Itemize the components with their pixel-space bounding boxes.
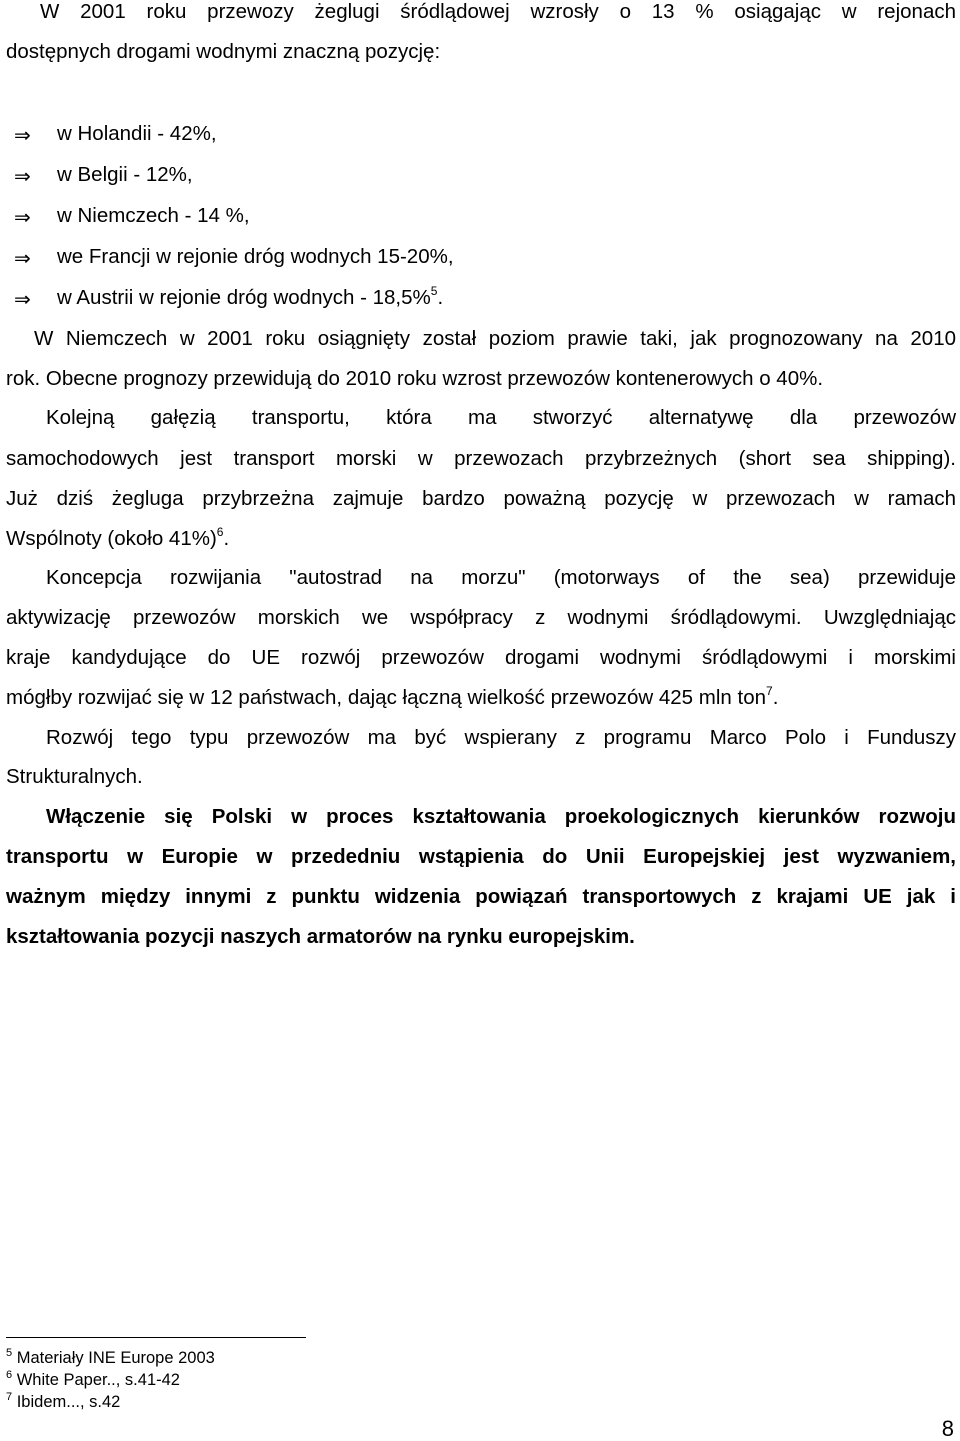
paragraph-6-line-2: transportu w Europie w przededniu wstąpienia do Unii Europejskiej jest wyzwaniem, <box>6 845 956 868</box>
paragraph-4-line-2: aktywizację przewozów morskich we współpracy z wodnymi śródlądowymi. Uwzględniając <box>6 606 956 629</box>
footnote <box>6 1369 180 1389</box>
paragraph-3-line-4-tail: . <box>223 527 230 550</box>
paragraph-3-line-1: Kolejną gałęzią transportu, która ma stworzyć alternatywę dla przewozów <box>46 406 956 429</box>
paragraph-5-line-1: Rozwój tego typu przewozów ma być wspierany z programu Marco Polo i Funduszy <box>46 726 956 749</box>
paragraph-2-line-2: rok. Obecne prognozy przewidują do 2010 roku wzrost przewozów kontenerowych o 40%. <box>6 367 824 390</box>
footnote <box>6 1347 215 1367</box>
footnote-ref: 7 <box>766 684 773 698</box>
paragraph-3-line-4 <box>6 525 230 550</box>
footnote-text: White Paper.., s.41-42 <box>16 1371 180 1389</box>
paragraph-intro-line-2: dostępnych drogami wodnymi znaczną pozycję: <box>6 40 441 63</box>
list-item <box>57 284 444 309</box>
list-item-tail: . <box>437 286 444 309</box>
paragraph-6-line-4: kształtowania pozycji naszych armatorów na rynku europejskim. <box>6 925 635 948</box>
footnote-ref: 6 <box>216 525 224 539</box>
paragraph-3-line-4-text: Wspólnoty (około 41%) <box>6 527 217 550</box>
list-item: w Holandii - 42%, <box>57 122 217 145</box>
paragraph-4-line-4-text: mógłby rozwijać się w 12 państwach, dając łączną wielkość przewozów 425 mln ton <box>6 686 766 709</box>
footnote-text: Materiały INE Europe 2003 <box>16 1349 215 1367</box>
paragraph-6-line-1: Włączenie się Polski w proces kształtowania proekologicznych kierunków rozwoju <box>46 805 956 828</box>
footnote-ref: 5 <box>430 284 438 298</box>
double-arrow-right-icon: ⇒ <box>14 164 31 188</box>
paragraph-intro-line-1: W 2001 roku przewozy żeglugi śródlądowej wzrosły o 13 % osiągając w rejonach <box>40 0 956 23</box>
paragraph-4-line-4-tail: . <box>772 686 779 709</box>
paragraph-4-line-4 <box>6 684 779 709</box>
footnote-text: Ibidem..., s.42 <box>16 1393 121 1411</box>
paragraph-3-line-3: Już dziś żegluga przybrzeżna zajmuje bardzo poważną pozycję w przewozach w ramach <box>6 487 956 510</box>
footnote-number: 7 <box>6 1391 13 1403</box>
paragraph-6-line-3: ważnym między innymi z punktu widzenia powiązań transportowych z krajami UE jak i <box>6 885 956 908</box>
paragraph-5-line-2: Strukturalnych. <box>6 765 143 788</box>
list-item: w Belgii - 12%, <box>57 163 193 186</box>
footnote-separator <box>6 1337 306 1338</box>
double-arrow-right-icon: ⇒ <box>14 205 31 229</box>
page-number: 8 <box>941 1416 954 1441</box>
double-arrow-right-icon: ⇒ <box>14 123 31 147</box>
paragraph-3-line-2: samochodowych jest transport morski w przewozach przybrzeżnych (short sea shipping). <box>6 447 956 470</box>
double-arrow-right-icon: ⇒ <box>14 287 31 311</box>
list-item: w Niemczech - 14 %, <box>57 204 250 227</box>
paragraph-4-line-3: kraje kandydujące do UE rozwój przewozów drogami wodnymi śródlądowymi i morskimi <box>6 646 956 669</box>
paragraph-2-line-1: W Niemczech w 2001 roku osiągnięty został poziom prawie taki, jak prognozowany na 2010 <box>34 327 956 350</box>
double-arrow-right-icon: ⇒ <box>14 246 31 270</box>
list-item-text: w Austrii w rejonie dróg wodnych - 18,5% <box>57 286 431 309</box>
paragraph-4-line-1: Koncepcja rozwijania "autostrad na morzu" (motorways of the sea) przewiduje <box>46 566 956 589</box>
footnote-number: 5 <box>6 1347 13 1359</box>
footnote-number: 6 <box>6 1369 13 1381</box>
list-item: we Francji w rejonie dróg wodnych 15-20%, <box>57 245 454 268</box>
footnote <box>6 1391 121 1411</box>
